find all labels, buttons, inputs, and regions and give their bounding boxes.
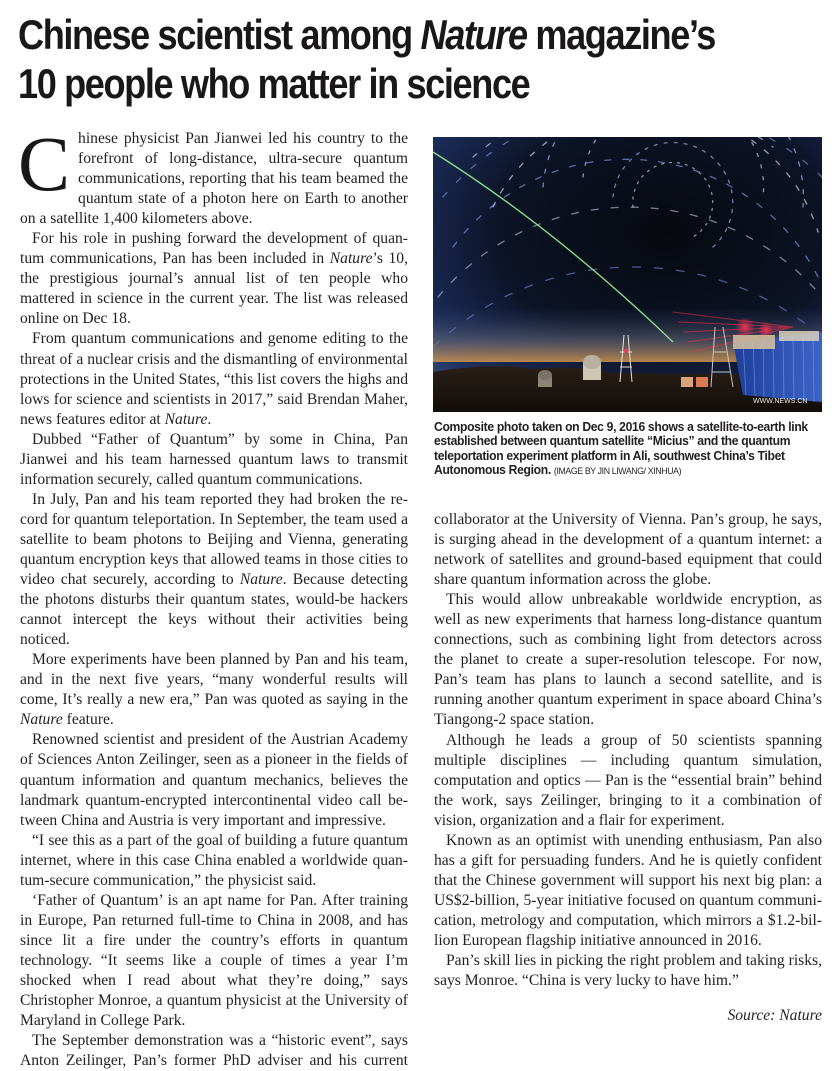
drop-cap: C bbox=[18, 120, 71, 207]
headline-nature-italic: Nature bbox=[420, 11, 527, 58]
paragraph-2: For his role in pushing forward the development of quantum communications, Pan has been included in Nature’s 10, the prestigious journal’s annual list of ten people who mattered in science in the current year. The list was released online on Dec 18. bbox=[20, 230, 408, 328]
headline-line-2: 10 people who matter in science bbox=[18, 60, 530, 107]
photo-illustration bbox=[433, 137, 822, 412]
caption-text: Composite photo taken on Dec 9, 2016 shows a satellite-to-earth link established between quantum satellite “Micius” and the quantum teleportation experiment platform in Ali, southwest China’s Tibet Autonomous Region. bbox=[434, 419, 808, 477]
paragraph-8: “I see this as a part of the goal of building a future quantum internet, where in this case China enabled a worldwide quantum-secure communication,” the physicist said. bbox=[20, 831, 408, 889]
paragraph-3: From quantum communications and genome editing to the threat of a nuclear crisis and the dismantling of environmental protections in the United States, “this list covers the highs and lows for science and scientists in 2017,” said Brendan Maher, news features editor at Nature. bbox=[20, 330, 408, 428]
paragraph-6: More experiments have been planned by Pan and his team, and in the next five years, “many wonderful results will come, It’s really a new era,” Pan was quoted as saying in the Nature feature. bbox=[20, 651, 408, 729]
paragraph-5: In July, Pan and his team reported they had broken the record for quantum teleportation. In September, the team used a satellite to beam photons to Beijing and Vienna, generating quantum encryption keys that allowed teams in those cities to video chat securely, according to Nature. Because detecting the photons disturbs their quantum states, would-be hackers cannot intercept the keys without their activities being noticed. bbox=[20, 490, 408, 649]
headline bbox=[18, 10, 719, 108]
paragraph-11: This would allow unbreakable worldwide encryption, as well as new experiments that harness long-distance quantum connections, such as combining light from detectors across the planet to create a super-resolution telescope. For now, Pan’s team has plans to launch a second satellite, and is running another quantum experiment in space aboard China’s Tiangong-2 space station. bbox=[434, 591, 822, 729]
photo-credit: (IMAGE BY JIN LIWANG/ XINHUA) bbox=[553, 465, 682, 477]
paragraph-7: Renowned scientist and president of the Austrian Academy of Sciences Anton Zeilinger, seen as a pioneer in the fields of quantum information and quantum mechanics, believes the landmark quantum-encrypted intercontinental video call between China and Austria is very important and impressive. bbox=[20, 731, 408, 829]
paragraph-10-continued: collaborator at the University of Vienna. Pan’s group, he says, is surging ahead in the development of a quantum internet: a network of satellites and ground-based equipment that could share quantum information across the globe. bbox=[434, 511, 822, 589]
satellite-link-photo bbox=[433, 137, 822, 412]
paragraph-1: Chinese physicist Pan Jianwei led his country to the forefront of long-distance, ultra-secure quantum communications, reporting that his team beamed the quantum state of a photon here on Earth to another on a satellite 1,400 kilometers above. bbox=[18, 120, 408, 228]
photo-watermark: WWW.NEWS.CN bbox=[753, 398, 808, 405]
paragraph-14: Pan’s skill lies in picking the right problem and taking risks, says Monroe. “China is very lucky to have him.” bbox=[434, 952, 822, 990]
photo-caption bbox=[434, 420, 820, 479]
paragraph-10: The September demonstration was a “historic event”, says Anton Zeilinger, Pan’s former PhD adviser and his current bbox=[20, 1032, 408, 1070]
paragraph-9: ‘Father of Quantum’ is an apt name for Pan. After training in Europe, Pan returned full-time to China in 2008, and has since lit a fire under the country’s efforts in quantum technology. “It seems like a couple of times a year I’m shocked when I read about what they’re doing,” says Christopher Monroe, a quantum physicist at the University of Maryland in College Park. bbox=[20, 891, 408, 1030]
paragraph-4: Dubbed “Father of Quantum” by some in China, Pan Jianwei and his team harnessed quantum laws to transmit information securely, called quantum communications. bbox=[20, 430, 408, 488]
paragraph-13: Known as an optimist with unending enthusiasm, Pan also has a gift for persuading funders. And he is quietly confident that the Chinese government will support his next big plan: a US$2-billion, 5-year initiative focused on quantum communication, metrology and computation, which mirrors a $1.2-billion European flagship initiative announced in 2016. bbox=[434, 831, 822, 949]
article-column-right bbox=[434, 510, 822, 991]
paragraph-12: Although he leads a group of 50 scientists spanning multiple disciplines — including quantum simulation, computation and optics — Pan is the “essential brain” behind the work, says Zeilinger, bringing to it a combination of vision, organization and a flair for experiment. bbox=[434, 731, 822, 829]
source-credit: Source: Nature bbox=[727, 1007, 822, 1024]
article-column-left bbox=[18, 120, 408, 1071]
headline-line-1: Chinese scientist among Nature magazine’s bbox=[18, 11, 715, 58]
